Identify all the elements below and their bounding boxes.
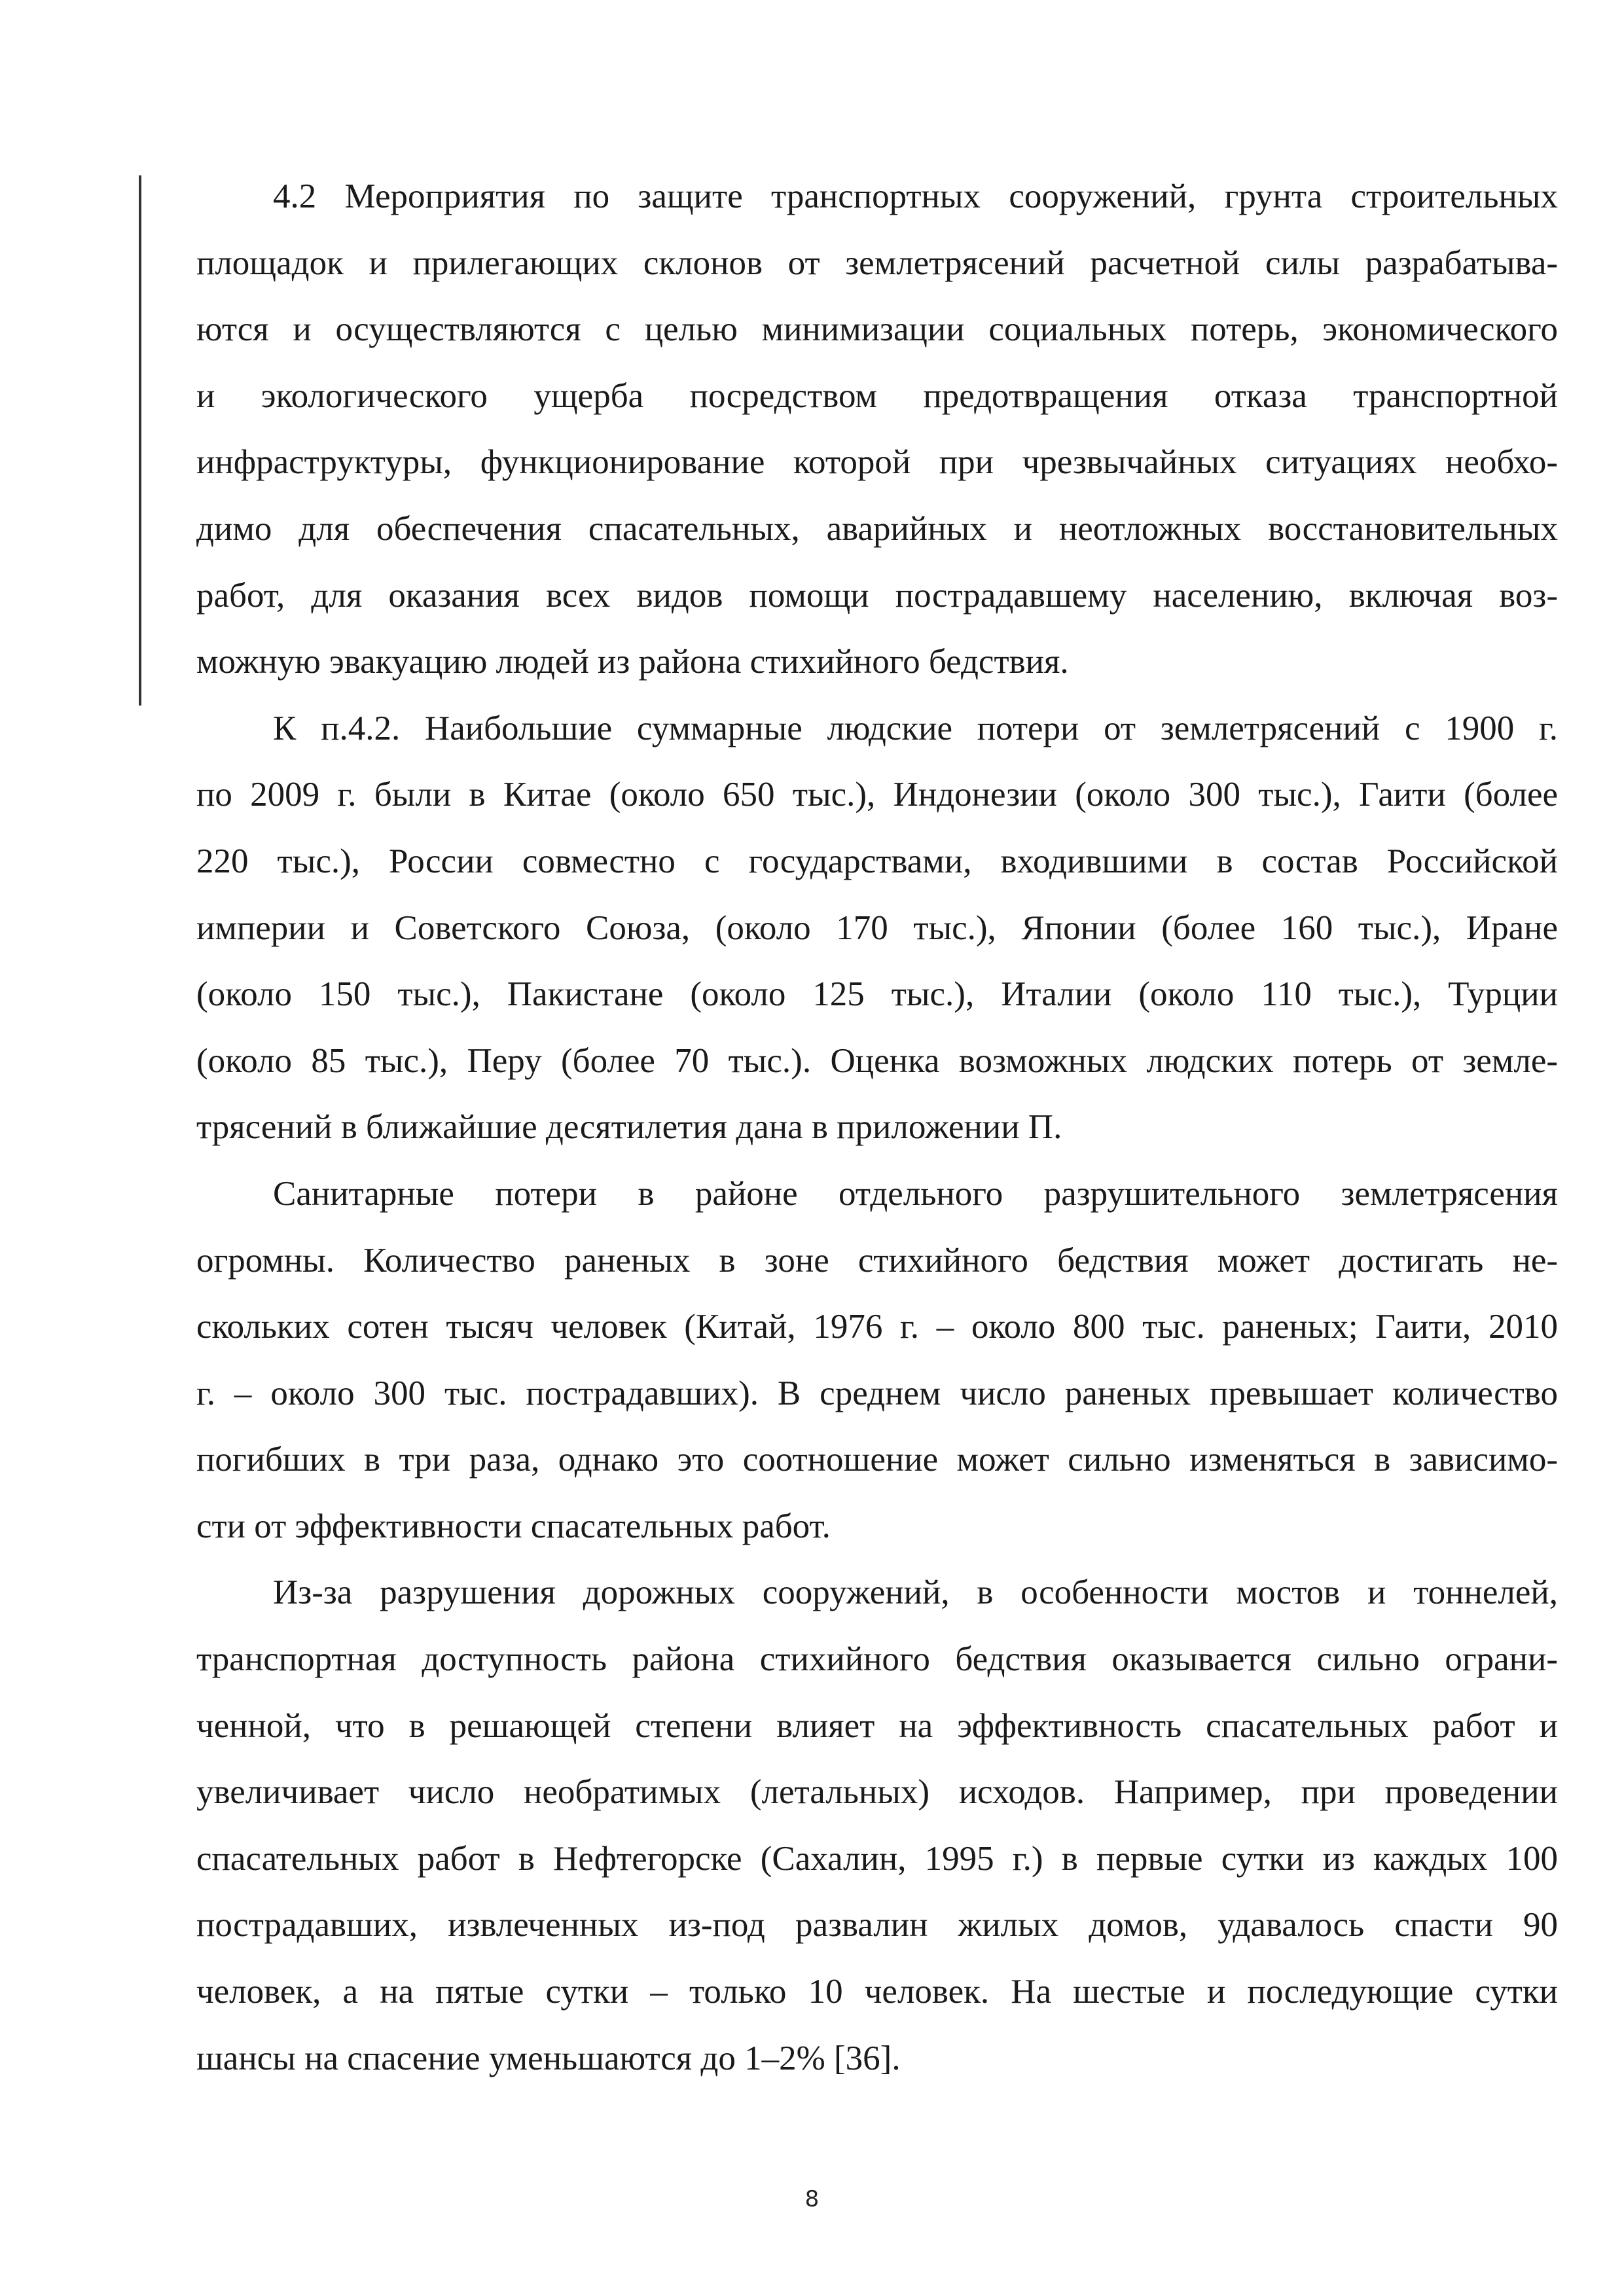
text-line: погибших в три раза, однако это соотношение может сильно изменяться в зависимо- — [196, 1441, 1558, 1479]
paragraph — [196, 1560, 1558, 2092]
text-line: ются и осуществляются с целью минимизации социальных потерь, экономического — [196, 310, 1558, 349]
text-line: пострадавших, извлеченных из-под развалин жилых домов, удавалось спасти 90 — [196, 1906, 1558, 1945]
text-line: ченной, что в решающей степени влияет на эффективность спасательных работ и — [196, 1706, 1558, 1745]
text-line: инфраструктуры, функционирование которой при чрезвычайных ситуациях необхо- — [196, 443, 1558, 482]
text-line: транспортная доступность района стихийного бедствия оказывается сильно ограни- — [196, 1640, 1558, 1679]
text-line: 4.2 Мероприятия по защите транспортных сооружений, грунта строительных — [273, 177, 1558, 215]
text-line: Из-за разрушения дорожных сооружений, в особенности мостов и тоннелей, — [273, 1573, 1558, 1612]
text-line: скольких сотен тысяч человек (Китай, 1976 г. – около 800 тыс. раненых; Гаити, 2010 — [196, 1308, 1558, 1346]
text-line: (около 85 тыс.), Перу (более 70 тыс.). Оценка возможных людских потерь от земле- — [196, 1041, 1558, 1080]
text-line: спасательных работ в Нефтегорске (Сахалин, 1995 г.) в первые сутки из каждых 100 — [196, 1839, 1558, 1878]
text-line: и экологического ущерба посредством предотвращения отказа транспортной — [196, 376, 1558, 415]
text-line: человек, а на пятые сутки – только 10 человек. На шестые и последующие сутки — [196, 1973, 1558, 2011]
text-line: сти от эффективности спасательных работ. — [196, 1507, 831, 1545]
paragraph — [196, 164, 1558, 696]
text-line: Санитарные потери в районе отдельного разрушительного землетрясения — [273, 1174, 1558, 1213]
text-line: площадок и прилегающих склонов от землетрясений расчетной силы разрабатыва- — [196, 243, 1558, 282]
paragraph — [196, 696, 1558, 1161]
page-number: 8 — [804, 2186, 820, 2212]
text-line: трясений в ближайшие десятилетия дана в приложении П. — [196, 1108, 1062, 1147]
revision-change-bar — [139, 175, 141, 706]
text-line: 220 тыс.), России совместно с государствами, входившими в состав Российской — [196, 842, 1558, 880]
text-line: можную эвакуацию людей из района стихийного бедствия. — [196, 643, 1069, 681]
text-line: г. – около 300 тыс. пострадавших). В среднем число раненых превышает количество — [196, 1374, 1558, 1412]
text-line: увеличивает число необратимых (летальных) исходов. Например, при проведении — [196, 1773, 1558, 1812]
text-line: (около 150 тыс.), Пакистане (около 125 тыс.), Италии (около 110 тыс.), Турции — [196, 975, 1558, 1014]
text-line: огромны. Количество раненых в зоне стихийного бедствия может достигать не- — [196, 1241, 1558, 1280]
text-line: работ, для оказания всех видов помощи пострадавшему населению, включая воз- — [196, 576, 1558, 615]
text-line: империи и Советского Союза, (около 170 тыс.), Японии (более 160 тыс.), Иране — [196, 908, 1558, 947]
text-line: димо для обеспечения спасательных, аварийных и неотложных восстановительных — [196, 509, 1558, 548]
text-line: шансы на спасение уменьшаются до 1–2% [36]. — [196, 2039, 901, 2077]
paragraph — [196, 1161, 1558, 1560]
body-text — [196, 164, 1558, 2092]
text-line: К п.4.2. Наибольшие суммарные людские потери от землетрясений с 1900 г. — [273, 709, 1558, 747]
text-line: по 2009 г. были в Китае (около 650 тыс.), Индонезии (около 300 тыс.), Гаити (более — [196, 776, 1558, 814]
